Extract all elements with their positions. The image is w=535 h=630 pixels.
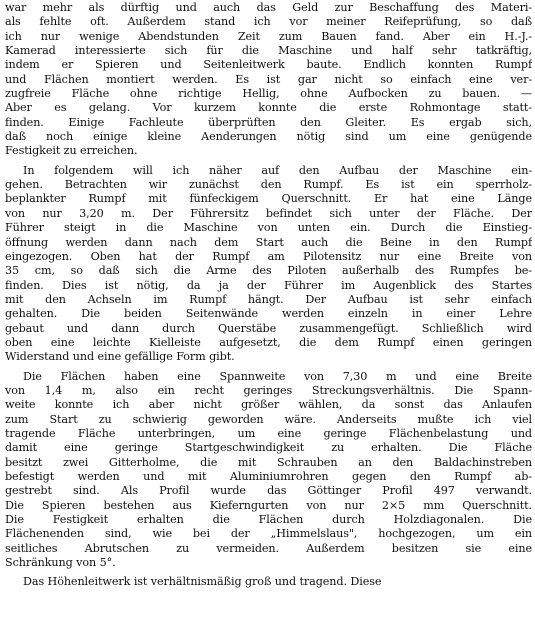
text-line: mit den Achseln im Rumpf hängt. Der Aufbau ist sehr einfach [5,292,532,306]
text-line: finden. Dies ist nötig, da ja der Führer im Augenblick des Startes [5,278,532,292]
text-line: seitliches Abrutschen zu vermeiden. Außerdem besitzen sie eine [5,541,532,555]
text-line: zugfreie Fläche ohne richtige Hellig, ohne Aufbocken zu bauen. — [5,87,532,101]
text-line: ich nur wenige Abendstunden Zeit zum Bauen fand. Aber ein H.-J.- [5,29,532,43]
text-line: indem er Spieren und Seitenleitwerk baute. Endlich konnten Rumpf [5,58,532,72]
text-line: und Flächen montiert werden. Es ist gar nicht so einfach eine ver- [5,72,532,86]
text-line: von nur 3,20 m. Der Führersitz befindet sich unter der Fläche. Der [5,206,532,220]
text-line: beplankter Rumpf mit fünfeckigem Querschnitt. Er hat eine Länge [5,192,532,206]
text-line: eingezogen. Oben hat der Rumpf am Pilotensitz nur eine Breite von [5,249,532,263]
text-line: Festigkeit zu erreichen. [5,144,138,158]
text-line: In folgendem will ich näher auf den Aufbau der Maschine ein- [23,163,532,177]
document-body [5,1,532,590]
text-line: Die Flächen haben eine Spannweite von 7,30 m und eine Breite [23,369,532,383]
text-line: öffnung werden dann nach dem Start auch die Beine in den Rumpf [5,235,532,249]
text-line: zum Start zu schwierig geworden wäre. Anderseits mußte ich viel [5,412,532,426]
text-line: Die Festigkeit erhalten die Flächen durch Holzdiagonalen. Die [5,513,532,527]
text-line: gestrebt sind. Als Profil wurde das Göttinger Profil 497 verwandt. [5,484,532,498]
text-line: tragende Fläche unterbringen, um eine geringe Flächenbelastung und [5,426,532,440]
text-line: Führer steigt in die Maschine von unten ein. Durch die Einstieg- [5,221,532,235]
text-line: Das Höhenleitwerk ist verhältnismäßig groß und tragend. Diese [23,575,382,589]
text-line: war mehr als dürftig und auch das Geld zur Beschaffung des Materi- [5,1,532,14]
text-line: gehalten. Die beiden Seitenwände werden einzeln in einer Lehre [5,307,532,321]
text-line: Aber es gelang. Vor kurzem konnte die erste Rohmontage statt- [5,101,532,115]
text-line: Flächenenden sind, wie bei der „Himmelslaus", hochgezogen, um ein [5,527,532,541]
text-line: befestigt werden und mit Aluminiumrohren gegen den Rumpf ab- [5,470,532,483]
text-line: besitzt zwei Gitterholme, die mit Schrauben an den Baldachinstreben [5,455,532,469]
text-line: gebaut und dann durch Querstäbe zusammengefügt. Schließlich wird [5,321,532,335]
text-line: finden. Einige Fachleute überprüften den Gleiter. Es ergab sich, [5,115,532,129]
paragraph [5,370,532,571]
paragraph [5,575,532,589]
paragraph [5,1,532,159]
text-line: Kamerad interessierte sich für die Maschine und half sehr tatkräftig, [5,44,532,58]
paragraph [5,164,532,365]
text-line: 35 cm, so daß sich die Arme des Piloten außerhalb des Rumpfes be- [5,264,532,278]
text-line: gehen. Betrachten wir zunächst den Rumpf. Es ist ein sperrholz- [5,178,532,192]
text-line: Die Spieren bestehen aus Kieferngurten von nur 2×5 mm Querschnitt. [5,498,532,512]
text-line: als fehlte oft. Außerdem stand ich vor meiner Reifeprüfung, so daß [5,15,532,29]
text-line: Widerstand und eine gefällige Form gibt. [5,350,235,364]
text-line: damit eine geringe Startgeschwindigkeit zu erhalten. Die Fläche [5,441,532,455]
text-line: Schränkung von 5°. [5,556,116,570]
text-line: daß noch einige kleine Aenderungen nötig sind um eine genügende [5,130,532,144]
text-line: weite konnte ich aber nicht größer wählen, da sonst das Anlaufen [5,398,532,412]
text-line: oben eine leichte Kielleiste aufgesetzt, die dem Rumpf einen geringen [5,335,532,349]
text-line: von 1,4 m, also ein recht geringes Streckungsverhältnis. Die Spann- [5,383,532,397]
